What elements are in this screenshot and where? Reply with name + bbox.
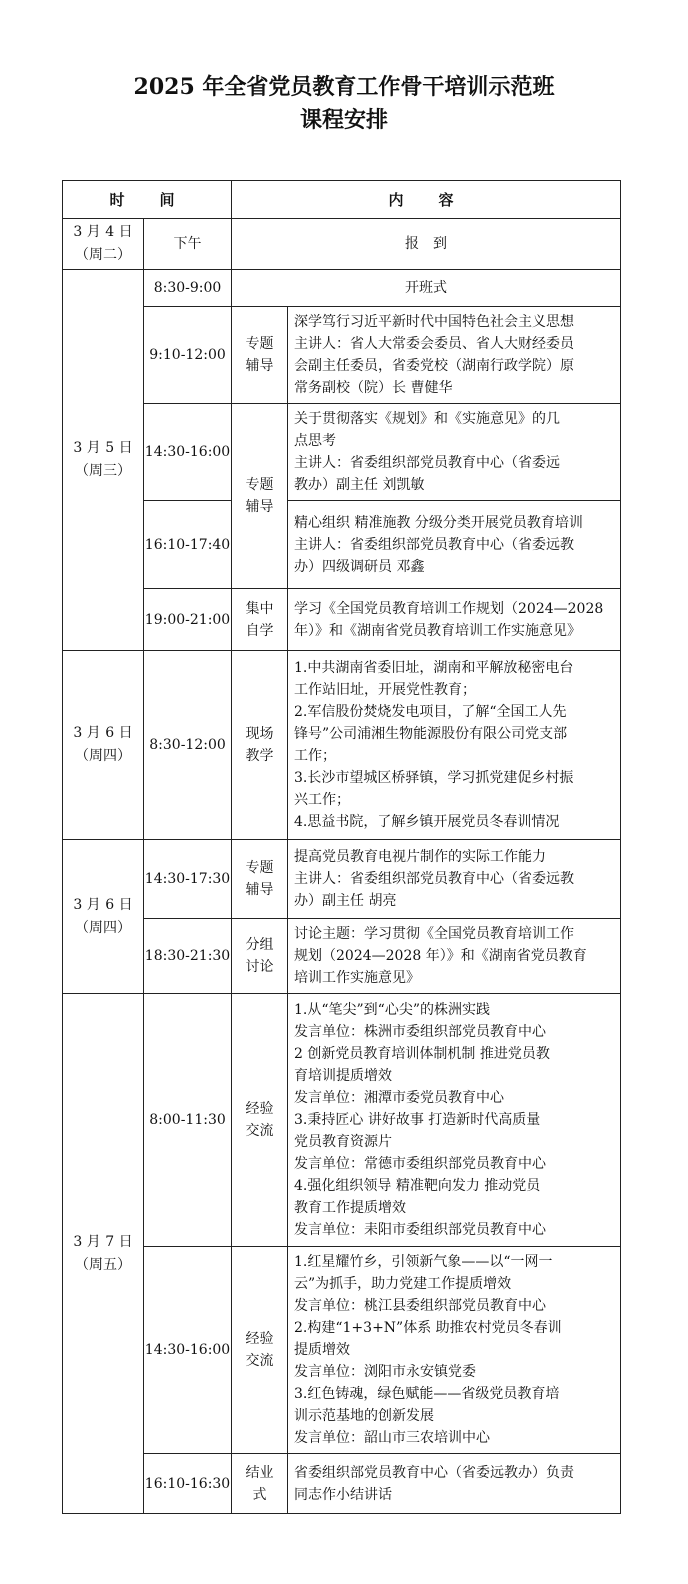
time-cell: 8:30-12:00 [144,651,232,840]
category-cell: 分组 讨论 [232,919,288,994]
time-cell: 14:30-17:30 [144,840,232,919]
content-cell: 精心组织 精准施教 分级分类开展党员教育培训 主讲人：省委组织部党员教育中心（省委远教 办）四级调研员 邓鑫 [288,501,621,589]
table-row [63,840,621,919]
date-cell: 3 月 5 日 （周三） [63,270,144,651]
category-cell: 现场 教学 [232,651,288,840]
category-cell: 专题 辅导 [232,840,288,919]
table-row [63,589,621,651]
date-cell: 3 月 7 日 （周五） [63,994,144,1514]
date-cell: 3 月 6 日 （周四） [63,840,144,994]
table-row [63,919,621,994]
schedule-table [62,180,621,1514]
date-cell: 3 月 6 日 （周四） [63,651,144,840]
document-title-line2: 课程安排 [299,107,388,133]
table-row [63,501,621,589]
content-cell: 省委组织部党员教育中心（省委远教办）负责 同志作小结讲话 [288,1454,621,1514]
header-content: 内 容 [232,181,621,219]
category-cell: 专题 辅导 [232,404,288,589]
time-cell: 18:30-21:30 [144,919,232,994]
time-cell: 19:00-21:00 [144,589,232,651]
table-row [63,270,621,307]
time-cell: 8:00-11:30 [144,994,232,1247]
category-cell: 专题 辅导 [232,307,288,404]
category-cell: 经验 交流 [232,994,288,1247]
table-header-row [63,181,621,219]
content-cell: 1.中共湖南省委旧址，湖南和平解放秘密电台 工作站旧址，开展党性教育； 2.军信股份焚烧发电项目，了解“全国工人先 锋号”公司浦湘生物能源股份有限公司党支部 工作； 3.长沙市望城区桥驿镇，学习抓党建促乡村振 兴工作； 4.思益书院，了解乡镇开展党员冬春训情况 [288,651,621,840]
content-cell: 提高党员教育电视片制作的实际工作能力 主讲人：省委组织部党员教育中心（省委远教 办）副主任 胡亮 [288,840,621,919]
content-cell: 开班式 [232,270,621,307]
time-cell: 8:30-9:00 [144,270,232,307]
content-cell: 关于贯彻落实《规划》和《实施意见》的几 点思考 主讲人：省委组织部党员教育中心（省委远 教办）副主任 刘凯敏 [288,404,621,501]
table-row [63,994,621,1247]
time-cell: 16:10-16:30 [144,1454,232,1514]
time-cell: 14:30-16:00 [144,404,232,501]
content-cell: 深学笃行习近平新时代中国特色社会主义思想 主讲人：省人大常委会委员、省人大财经委员 会副主任委员，省委党校（湖南行政学院）原 常务副校（院）长 曹健华 [288,307,621,404]
content-cell: 报 到 [232,219,621,270]
content-cell: 1.红星耀竹乡，引领新气象——以“一网一 云”为抓手，助力党建工作提质增效 发言单位：桃江县委组织部党员教育中心 2.构建“1+3+N”体系 助推农村党员冬春训 提质增效 发言单位：浏阳市永安镇党委 3.红色铸魂，绿色赋能——省级党员教育培 训示范基地的创新发展 发言单位：韶山市三农培训中心 [288,1247,621,1454]
table-row [63,651,621,840]
time-cell: 9:10-12:00 [144,307,232,404]
time-cell: 16:10-17:40 [144,501,232,589]
category-cell: 结业 式 [232,1454,288,1514]
content-cell: 学习《全国党员教育培训工作规划（2024—2028 年）》和《湖南省党员教育培训工作实施意见》 [288,589,621,651]
table-row [63,219,621,270]
header-time: 时 间 [63,181,232,219]
table-row [63,1247,621,1454]
time-cell: 14:30-16:00 [144,1247,232,1454]
table-row [63,307,621,404]
table-row [63,404,621,501]
content-cell: 讨论主题：学习贯彻《全国党员教育培训工作 规划（2024—2028 年）》和《湖南省党员教育 培训工作实施意见》 [288,919,621,994]
document-title-line1: 2025 年全省党员教育工作骨干培训示范班 [133,74,555,100]
date-cell: 3 月 4 日 （周二） [63,219,144,270]
category-cell: 经验 交流 [232,1247,288,1454]
category-cell: 集中 自学 [232,589,288,651]
table-row [63,1454,621,1514]
time-cell: 下午 [144,219,232,270]
content-cell: 1.从“笔尖”到“心尖”的株洲实践 发言单位：株洲市委组织部党员教育中心 2 创新党员教育培训体制机制 推进党员教 育培训提质增效 发言单位：湘潭市委党员教育中心 3.秉持匠心 讲好故事 打造新时代高质量 党员教育资源片 发言单位：常德市委组织部党员教育中心 4.强化组织领导 精准靶向发力 推动党员 教育工作提质增效 发言单位：耒阳市委组织部党员教育中心 [288,994,621,1247]
